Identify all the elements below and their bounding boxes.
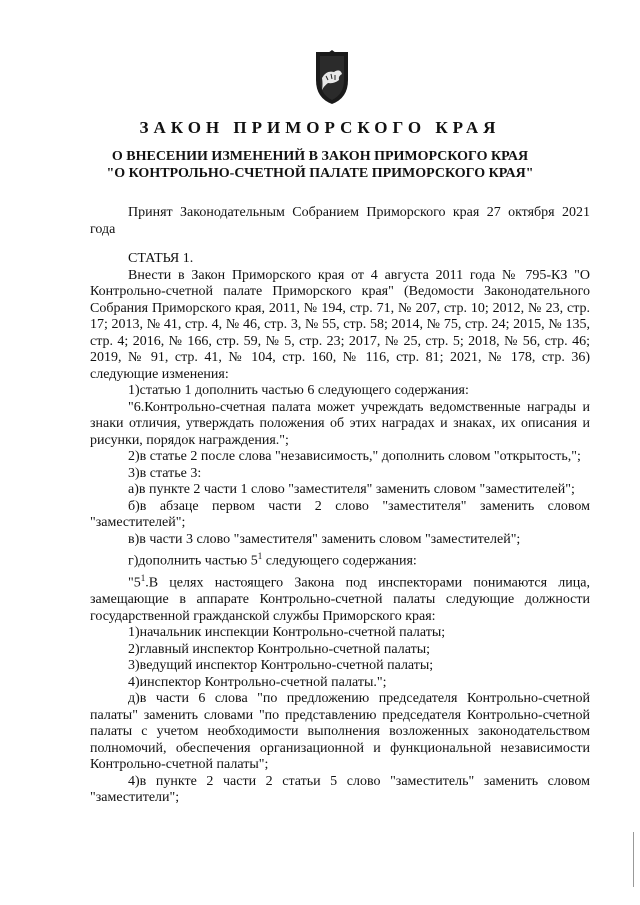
part-5-1-number: "5 bbox=[128, 575, 141, 591]
item-3g-text: г)дополнить частью 5 bbox=[128, 553, 258, 569]
item-3g-text-end: следующего содержания: bbox=[262, 553, 417, 569]
article-intro: Внести в Закон Приморского края от 4 августа 2011 года № 795-КЗ "О Контрольно-счетной палате Приморского края" (Ведомости Законодательного Собрания Приморского края, 2011, № 194, стр. 71, № 207, стр. 10; 2012, № 23, стр. 17; 2013, № 41, стр. 4, № 46, стр. 3, № 55, стр. 58; 2014, № 75, стр. 24; 2015, № 135, стр. 4; 2016, № 166, стр. 59, № 5, стр. 23; 2017, № 25, стр. 5; 2018, № 56, стр. 46; 2019, № 91, стр. 41, № 104, стр. 160, № 116, стр. 81; 2021, № 178, стр. 36) следующие изменения: bbox=[90, 267, 590, 382]
part-5-1-quote bbox=[90, 570, 590, 625]
law-subtitle-line1: О ВНЕСЕНИИ ИЗМЕНЕНИЙ В ЗАКОН ПРИМОРСКОГО КРАЯ bbox=[111, 149, 529, 164]
amendment-item-3: 3)в статье 3: bbox=[128, 465, 202, 481]
amendment-item-3g bbox=[90, 548, 590, 570]
amendment-item-1-quote: "6.Контрольно-счетная палата может учреждать ведомственные награды и знаки отличия, утверждать положения об этих наградах и знаках, их описания и рисунки, порядок награждения."; bbox=[90, 399, 590, 448]
article-title: СТАТЬЯ 1. bbox=[128, 251, 194, 266]
part-5-1-text: .В целях настоящего Закона под инспекторами понимаются лица, замещающие в аппарате Контрольно-счетной палаты следующие должности государственной гражданской службы Приморского края: bbox=[90, 575, 590, 624]
law-subtitle-line2: "О КОНТРОЛЬНО-СЧЕТНОЙ ПАЛАТЕ ПРИМОРСКОГО КРАЯ" bbox=[106, 166, 534, 181]
article-body bbox=[90, 251, 590, 807]
position-1: 1)начальник инспекции Контрольно-счетной палаты; bbox=[128, 625, 446, 641]
amendment-item-3d: д)в части 6 слова "по предложению председателя Контрольно-счетной палаты" заменить словами "по представлению председателя Контрольно-счетной палаты с учетом необходимости выполнения возложенных законодательством полномочий, обеспечения организационной и функциональной независимости Контрольно-счетной палаты"; bbox=[90, 691, 590, 773]
page-edge-mark bbox=[633, 832, 634, 887]
amendment-item-2: 2)в статье 2 после слова "независимость," дополнить словом "открытость,"; bbox=[128, 449, 581, 464]
amendment-item-3c: в)в части 3 слово "заместителя" заменить словом "заместителей"; bbox=[128, 531, 521, 547]
part-5-1-superscript: 1 bbox=[140, 573, 146, 584]
coat-of-arms-icon bbox=[308, 50, 356, 106]
amendment-item-4: 4)в пункте 2 части 2 статьи 5 слово "заместитель" заменить словом "заместители"; bbox=[90, 773, 590, 806]
position-2: 2)главный инспектор Контрольно-счетной палаты; bbox=[128, 641, 430, 657]
position-3: 3)ведущий инспектор Контрольно-счетной палаты; bbox=[128, 658, 434, 674]
amendment-item-3b: б)в абзаце первом части 2 слово "заместителя" заменить словом "заместителей"; bbox=[90, 498, 590, 530]
item-3g-superscript: 1 bbox=[257, 551, 263, 561]
adoption-note: Принят Законодательным Собранием Приморского края 27 октября 2021 года bbox=[90, 205, 590, 237]
amendment-item-1: 1)статью 1 дополнить частью 6 следующего содержания: bbox=[128, 383, 469, 398]
position-4: 4)инспектор Контрольно-счетной палаты."; bbox=[128, 674, 387, 690]
adoption-note-block bbox=[90, 205, 590, 238]
amendment-item-3a: а)в пункте 2 части 1 слово "заместителя" заменить словом "заместителей"; bbox=[128, 482, 575, 497]
law-title: ЗАКОН ПРИМОРСКОГО КРАЯ bbox=[139, 118, 501, 137]
